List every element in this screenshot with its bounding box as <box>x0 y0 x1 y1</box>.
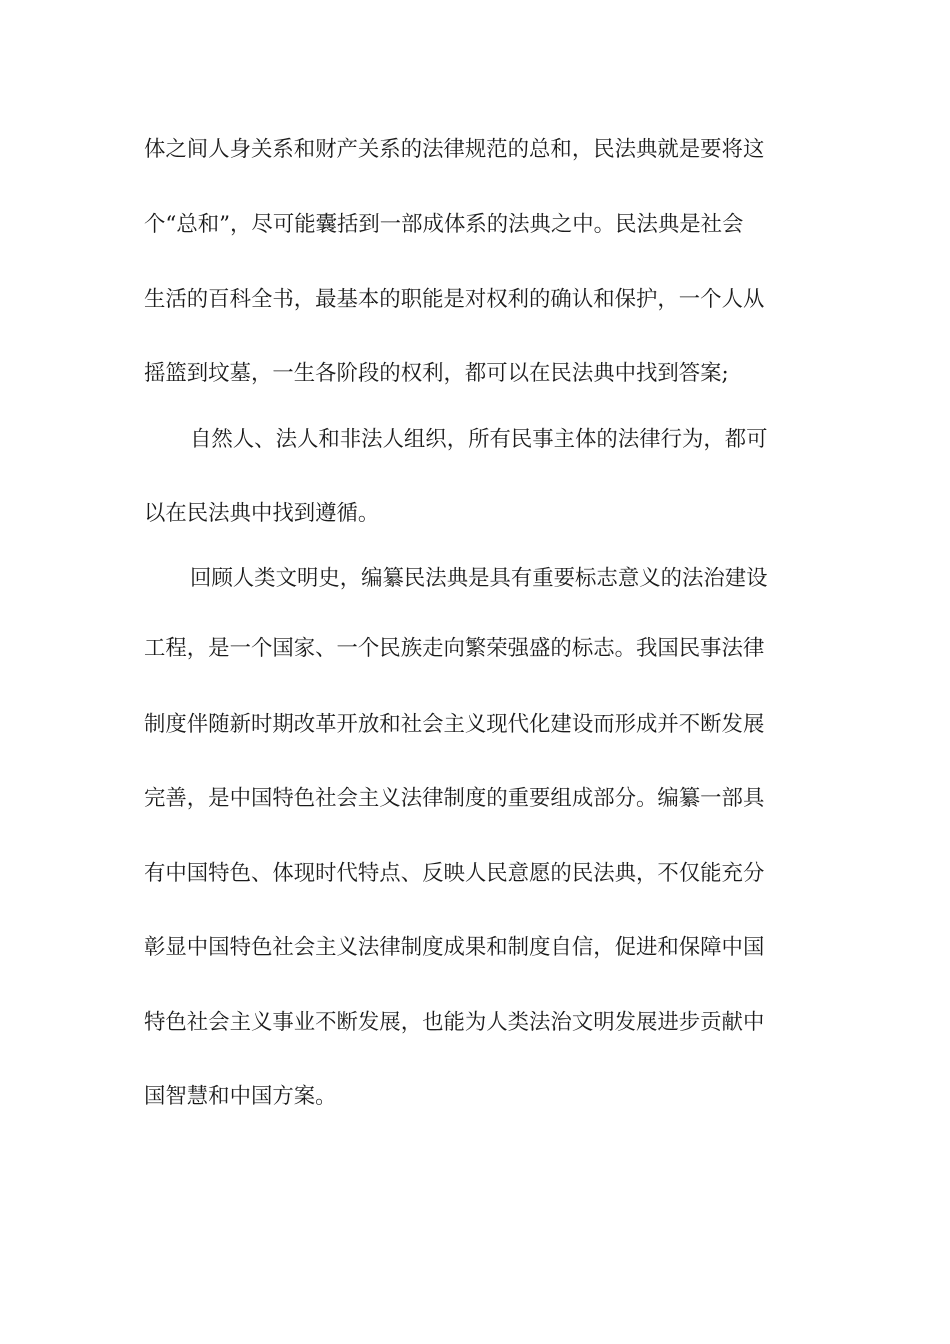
text-line: 有中国特色、体现时代特点、反映人民意愿的民法典，不仅能充分 <box>144 861 765 886</box>
text-line: 工程，是一个国家、一个民族走向繁荣强盛的标志。我国民事法律 <box>144 636 765 661</box>
text-line: 制度伴随新时期改革开放和社会主义现代化建设而形成并不断发展 <box>144 712 765 737</box>
text-line: 摇篮到坟墓，一生各阶段的权利，都可以在民法典中找到答案; <box>144 361 729 386</box>
text-line: 以在民法典中找到遵循。 <box>144 501 380 526</box>
text-line: 国智慧和中国方案。 <box>144 1084 337 1109</box>
text-line: 生活的百科全书，最基本的职能是对权利的确认和保护，一个人从 <box>144 287 765 312</box>
paragraph-first-line: 自然人、法人和非法人组织，所有民事主体的法律行为，都可 <box>190 427 768 452</box>
paragraph-first-line: 回顾人类文明史，编纂民法典是具有重要标志意义的法治建设 <box>190 566 768 591</box>
text-line: 体之间人身关系和财产关系的法律规范的总和，民法典就是要将这 <box>144 137 765 162</box>
text-line: 特色社会主义事业不断发展，也能为人类法治文明发展进步贡献中 <box>144 1010 765 1035</box>
text-line: 个“总和”，尽可能囊括到一部成体系的法典之中。民法典是社会 <box>144 212 744 237</box>
text-line: 彰显中国特色社会主义法律制度成果和制度自信，促进和保障中国 <box>144 935 765 960</box>
text-line: 完善，是中国特色社会主义法律制度的重要组成部分。编纂一部具 <box>144 786 765 811</box>
